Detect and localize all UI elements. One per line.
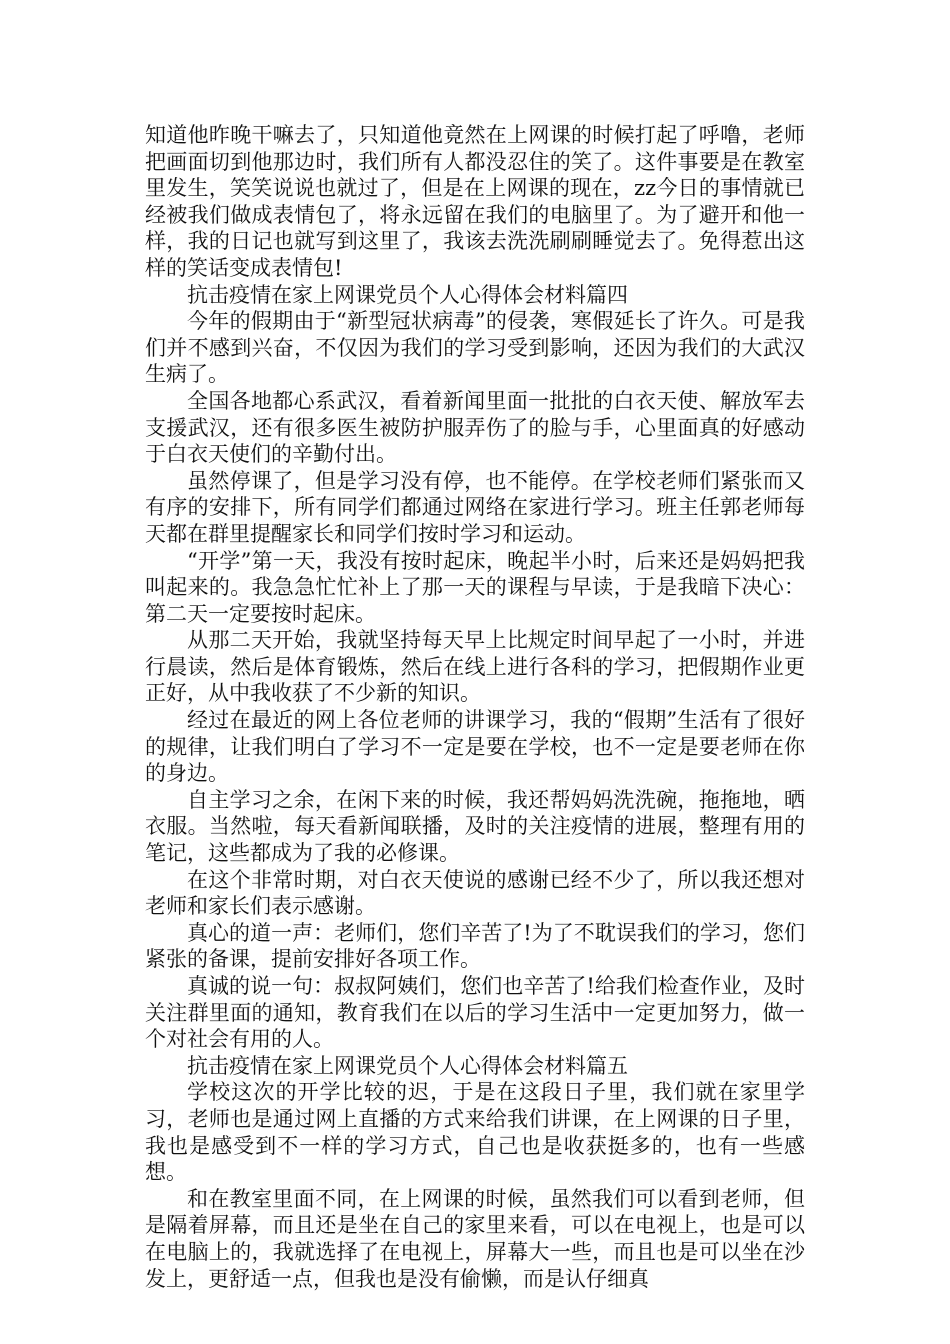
paragraph-12: 真诚的说一句：叔叔阿姨们，您们也辛苦了!给我们检查作业，及时关注群里面的通知，教育我们在以后的学习生活中一定更加努力，做一个对社会有用的人。 (145, 974, 805, 1052)
paragraph-11: 真心的道一声：老师们，您们辛苦了!为了不耽误我们的学习，您们紧张的备课，提前安排好各项工作。 (145, 920, 805, 972)
paragraph-6: “开学”第一天，我没有按时起床，晚起半小时，后来还是妈妈把我叫起来的。我急急忙忙补上了那一天的课程与早读，于是我暗下决心：第二天一定要按时起床。 (145, 548, 805, 626)
paragraph-1: 知道他昨晚干嘛去了，只知道他竟然在上网课的时候打起了呼噜，老师把画面切到他那边时，我们所有人都没忍住的笑了。这件事要是在教室里发生，笑笑说说也就过了，但是在上网课的现在，zz今日的事情就已经被我们做成表情包了，将永远留在我们的电脑里了。为了避开和他一样，我的日记也就写到这里了，我该去洗洗刷刷睡觉去了。免得惹出这样的笑话变成表情包! (145, 123, 805, 280)
paragraph-4: 全国各地都心系武汉，看着新闻里面一批批的白衣天使、解放军去支援武汉，还有很多医生被防护服弄伤了的脸与手，心里面真的好感动于白衣天使们的辛勤付出。 (145, 388, 805, 467)
paragraph-8: 经过在最近的网上各位老师的讲课学习，我的“假期”生活有了很好的规律，让我们明白了学习不一定是要在学校，也不一定是要老师在你的身边。 (145, 708, 805, 786)
paragraph-9: 自主学习之余，在闲下来的时候，我还帮妈妈洗洗碗，拖拖地，晒衣服。当然啦，每天看新闻联播，及时的关注疫情的进展，整理有用的笔记，这些都成为了我的必修课。 (145, 787, 805, 866)
paragraph-5: 虽然停课了，但是学习没有停，也不能停。在学校老师们紧张而又有序的安排下，所有同学们都通过网络在家进行学习。班主任郭老师每天都在群里提醒家长和同学们按时学习和运动。 (145, 468, 805, 546)
document-page (145, 122, 805, 1292)
paragraph-10: 在这个非常时期，对白衣天使说的感谢已经不少了，所以我还想对老师和家长们表示感谢。 (145, 867, 805, 919)
section-heading-4: 抗击疫情在家上网课党员个人心得体会材料篇四 (187, 282, 628, 307)
paragraph-7: 从那二天开始，我就坚持每天早上比规定时间早起了一小时，并进行晨读，然后是体育锻炼，然后在线上进行各科的学习，把假期作业更正好，从中我收获了不少新的知识。 (145, 628, 805, 706)
section-heading-5: 抗击疫情在家上网课党员个人心得体会材料篇五 (187, 1053, 628, 1078)
paragraph-14: 学校这次的开学比较的迟，于是在这段日子里，我们就在家里学习，老师也是通过网上直播的方式来给我们讲课，在上网课的日子里，我也是感受到不一样的学习方式，自己也是收获挺多的，也有一些感想。 (145, 1080, 805, 1185)
paragraph-15: 和在教室里面不同，在上网课的时候，虽然我们可以看到老师，但是隔着屏幕，而且还是坐在自己的家里来看，可以在电视上，也是可以在电脑上的，我就选择了在电视上，屏幕大一些，而且也是可以坐在沙发上，更舒适一点，但我也是没有偷懒，而是认仔细真 (145, 1186, 805, 1291)
paragraph-3: 今年的假期由于“新型冠状病毒”的侵袭，寒假延长了许久。可是我们并不感到兴奋，不仅因为我们的学习受到影响，还因为我们的大武汉生病了。 (145, 309, 805, 387)
